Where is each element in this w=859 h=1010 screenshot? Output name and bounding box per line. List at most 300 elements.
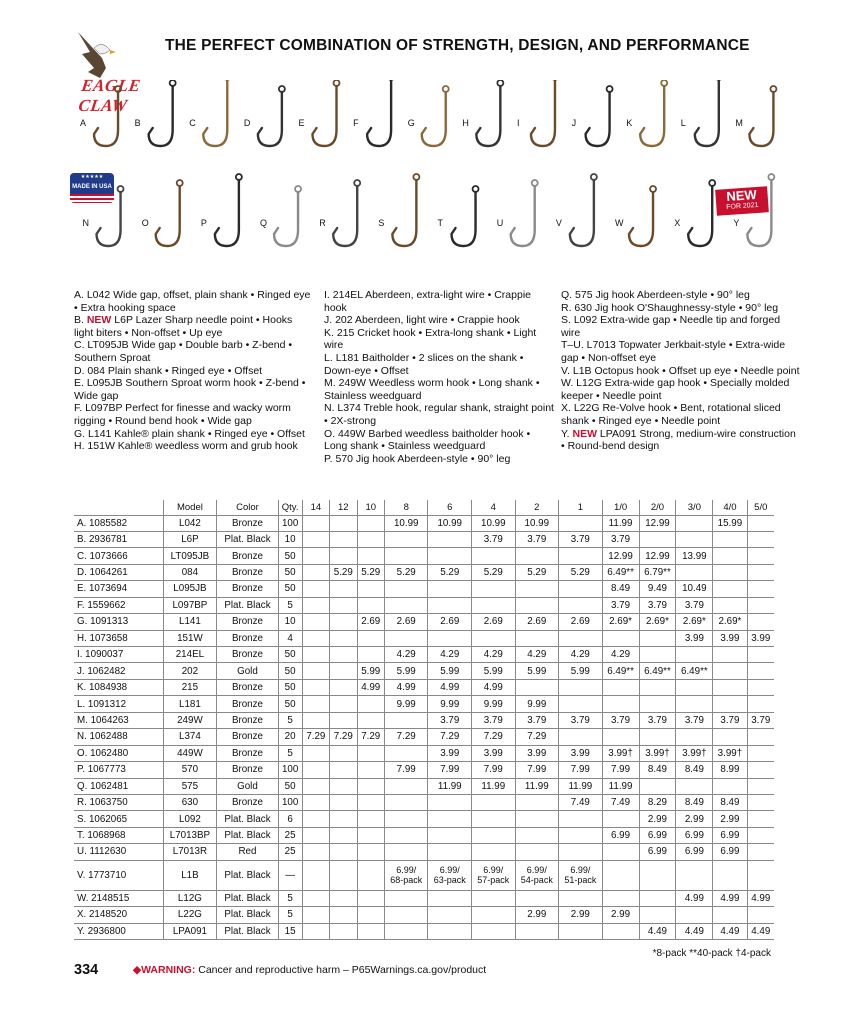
table-cell: 25 [278, 844, 302, 860]
table-cell [357, 923, 384, 939]
table-cell: Plat. Black [217, 597, 278, 613]
item-number-cell: D. 1064261 [74, 564, 163, 580]
description-text: 214EL Aberdeen, extra-light wire • Crappie hook [324, 289, 531, 314]
table-cell: L181 [163, 696, 217, 712]
description-text: L12G Extra-wide gap hook • Specially molded keeper • Needle point [561, 377, 790, 402]
table-cell: 10.99 [515, 515, 559, 531]
table-cell: 3.79 [602, 531, 639, 547]
table-cell: 11.99 [428, 778, 472, 794]
table-cell: 3.79 [472, 531, 516, 547]
table-cell: 5.99 [515, 663, 559, 679]
table-cell: Gold [217, 778, 278, 794]
table-cell [515, 581, 559, 597]
table-cell: L374 [163, 729, 217, 745]
table-cell [428, 827, 472, 843]
table-cell: 3.79 [515, 712, 559, 728]
column-header: 12 [330, 500, 357, 515]
description-prefix: M. [324, 377, 339, 390]
hook-letter-o: O [141, 218, 149, 228]
table-cell [357, 630, 384, 646]
table-cell: 2.69* [713, 614, 747, 630]
table-cell: 7.29 [515, 729, 559, 745]
table-cell: 2.99 [639, 811, 676, 827]
table-cell: 4 [278, 630, 302, 646]
table-cell [639, 679, 676, 695]
table-cell: 4.29 [472, 647, 516, 663]
description-prefix: N. [324, 402, 338, 415]
description-item [561, 402, 801, 427]
table-cell [330, 531, 357, 547]
hooks-row-1 [80, 80, 776, 146]
item-number-cell: K. 1084938 [74, 679, 163, 695]
description-item [324, 377, 556, 402]
table-cell: 6.49** [639, 663, 676, 679]
table-cell: 4.99 [713, 890, 747, 906]
table-cell [428, 811, 472, 827]
table-cell: 5.29 [472, 564, 516, 580]
table-cell: 8.99 [713, 762, 747, 778]
hook-v-icon [570, 180, 594, 246]
description-prefix: B. [74, 314, 87, 327]
hook-letter-y: Y [733, 218, 740, 228]
hook-i-icon [531, 80, 555, 146]
table-cell: 10 [278, 531, 302, 547]
table-row [74, 679, 774, 695]
table-cell [747, 811, 774, 827]
table-cell [428, 548, 472, 564]
table-cell: 2.69* [602, 614, 639, 630]
item-number-cell: U. 1112630 [74, 844, 163, 860]
table-cell [713, 778, 747, 794]
column-header: 4 [472, 500, 516, 515]
hook-letter-k: K [626, 118, 633, 128]
table-cell [330, 548, 357, 564]
table-cell [357, 581, 384, 597]
table-cell: Bronze [217, 581, 278, 597]
table-cell: 7.99 [428, 762, 472, 778]
table-cell [747, 778, 774, 794]
description-item [561, 377, 801, 402]
hook-letter-v: V [555, 218, 562, 228]
table-cell: 6.99/ 57-pack [472, 860, 516, 890]
table-cell: 5.99 [428, 663, 472, 679]
table-cell: 6.99 [602, 827, 639, 843]
table-cell [602, 844, 639, 860]
table-cell: Bronze [217, 696, 278, 712]
brand-name: EAGLE CLAW [77, 76, 142, 115]
hook-letter-b: B [134, 118, 141, 128]
made-in-usa-label: MADE IN USA [70, 181, 114, 194]
table-cell: L1B [163, 860, 217, 890]
column-header: 14 [302, 500, 329, 515]
table-cell [384, 548, 428, 564]
description-text: 570 Jig hook Aberdeen-style • 90° leg [335, 452, 511, 465]
description-item [324, 402, 556, 427]
table-cell: 8.49 [639, 762, 676, 778]
table-cell: 2.69 [559, 614, 603, 630]
table-cell [472, 907, 516, 923]
table-cell [676, 907, 713, 923]
table-cell: 5.29 [357, 564, 384, 580]
table-cell: 8.49 [602, 581, 639, 597]
hook-letter-j: J [571, 118, 577, 128]
table-cell [302, 548, 329, 564]
table-cell [559, 679, 603, 695]
table-cell [559, 581, 603, 597]
table-cell [357, 531, 384, 547]
description-prefix: V. [561, 364, 573, 377]
description-prefix: J. [324, 314, 336, 327]
table-cell [639, 647, 676, 663]
table-cell [559, 515, 603, 531]
item-number-cell: S. 1062065 [74, 811, 163, 827]
hook-x-icon [688, 186, 712, 246]
table-cell [515, 630, 559, 646]
table-cell: 3.99 [559, 745, 603, 761]
table-cell: 5.99 [357, 663, 384, 679]
table-cell [559, 890, 603, 906]
table-cell: 9.99 [472, 696, 516, 712]
table-cell: 6.99 [713, 827, 747, 843]
table-cell: 7.99 [559, 762, 603, 778]
description-item [561, 339, 801, 364]
table-cell [747, 844, 774, 860]
table-cell: 8.49 [713, 794, 747, 810]
table-cell: 3.79 [559, 712, 603, 728]
table-cell: 4.29 [515, 647, 559, 663]
description-prefix: A. [74, 289, 87, 301]
hook-r-icon [333, 186, 357, 246]
table-cell [639, 630, 676, 646]
table-cell: Bronze [217, 630, 278, 646]
table-cell: 215 [163, 679, 217, 695]
hook-w-icon [629, 192, 653, 246]
hook-eye-y [768, 174, 774, 180]
table-cell: 11.99 [515, 778, 559, 794]
table-cell [559, 729, 603, 745]
table-cell [357, 515, 384, 531]
description-text: L1B Octopus hook • Offset up eye • Needle point [572, 364, 800, 377]
table-cell: 6.99 [639, 827, 676, 843]
table-cell [472, 794, 516, 810]
table-cell [747, 762, 774, 778]
table-cell [384, 581, 428, 597]
table-cell: 3.99 [472, 745, 516, 761]
table-cell: 2.99 [676, 811, 713, 827]
table-cell [428, 794, 472, 810]
column-header: 8 [384, 500, 428, 515]
hook-letter-p: P [200, 218, 207, 228]
description-item [74, 365, 314, 378]
column-header: Model [163, 500, 217, 515]
hook-letter-g: G [407, 118, 415, 128]
table-cell [302, 794, 329, 810]
table-cell [302, 712, 329, 728]
table-cell: Bronze [217, 712, 278, 728]
table-cell [384, 778, 428, 794]
description-item [324, 453, 556, 466]
table-cell [428, 844, 472, 860]
table-cell [515, 597, 559, 613]
table-cell: 4.99 [747, 890, 774, 906]
table-cell: 5.99 [384, 663, 428, 679]
table-cell: L092 [163, 811, 217, 827]
hook-j-icon [586, 92, 610, 146]
table-cell: 3.79 [639, 712, 676, 728]
table-cell: 6.99/ 54-pack [515, 860, 559, 890]
table-cell [747, 515, 774, 531]
description-text: 575 Jig hook Aberdeen-style • 90° leg [575, 289, 750, 301]
table-cell [302, 679, 329, 695]
table-cell [747, 729, 774, 745]
table-cell [428, 531, 472, 547]
description-text: 202 Aberdeen, light wire • Crappie hook [335, 314, 520, 327]
item-number-cell: A. 1085582 [74, 515, 163, 531]
hook-eye-t [473, 186, 479, 192]
table-cell: 7.29 [302, 729, 329, 745]
description-prefix: S. [561, 314, 574, 327]
table-cell: 6.99/ 51-pack [559, 860, 603, 890]
description-column-1 [74, 289, 314, 453]
table-cell: 9.99 [384, 696, 428, 712]
description-prefix: T–U. [561, 339, 587, 352]
table-cell [302, 614, 329, 630]
description-item [74, 339, 314, 364]
hook-b-icon [149, 86, 173, 146]
hook-eye-s [413, 174, 419, 180]
table-cell [472, 890, 516, 906]
hook-letter-n: N [82, 218, 90, 228]
table-row [74, 548, 774, 564]
table-cell [713, 581, 747, 597]
hook-eye-p [236, 174, 242, 180]
table-cell: 7.29 [384, 729, 428, 745]
table-cell: 6.99 [713, 844, 747, 860]
column-header: 10 [357, 500, 384, 515]
description-item [561, 302, 801, 315]
table-cell [330, 778, 357, 794]
description-item [561, 289, 801, 302]
table-cell: Bronze [217, 745, 278, 761]
table-cell [602, 811, 639, 827]
table-row [74, 597, 774, 613]
table-cell: 8.49 [676, 762, 713, 778]
table-cell [676, 679, 713, 695]
table-cell [713, 531, 747, 547]
hook-c-icon [203, 80, 227, 146]
table-cell: 4.29 [559, 647, 603, 663]
table-cell: 5.29 [330, 564, 357, 580]
table-cell: L22G [163, 907, 217, 923]
table-cell [472, 923, 516, 939]
hook-f-icon [367, 80, 391, 146]
table-cell [602, 630, 639, 646]
table-cell [357, 762, 384, 778]
table-cell [747, 581, 774, 597]
table-cell [330, 745, 357, 761]
description-prefix: P. [324, 452, 336, 465]
hook-letter-l: L [680, 118, 686, 128]
table-cell [515, 827, 559, 843]
table-cell: 15.99 [713, 515, 747, 531]
table-cell: 4.99 [357, 679, 384, 695]
table-cell: 100 [278, 515, 302, 531]
hook-t-icon [452, 192, 476, 246]
table-cell: 20 [278, 729, 302, 745]
item-number-cell: R. 1063750 [74, 794, 163, 810]
table-cell [639, 890, 676, 906]
table-cell [357, 778, 384, 794]
table-cell: 3.99 [676, 630, 713, 646]
description-text: LT095JB Wide gap • Double barb • Z-bend • Southern Sproat [74, 339, 293, 364]
table-cell: 4.49 [676, 923, 713, 939]
table-cell [676, 778, 713, 794]
table-cell: 4.29 [602, 647, 639, 663]
item-number-cell: E. 1073694 [74, 581, 163, 597]
table-cell [302, 564, 329, 580]
hook-letter-e: E [298, 118, 305, 128]
description-text: L374 Treble hook, regular shank, straight point • 2X-strong [324, 402, 554, 427]
table-cell [357, 844, 384, 860]
table-cell: 151W [163, 630, 217, 646]
table-cell: L141 [163, 614, 217, 630]
item-number-cell: F. 1559662 [74, 597, 163, 613]
table-cell: 10.99 [384, 515, 428, 531]
table-cell: 8.29 [639, 794, 676, 810]
table-row [74, 745, 774, 761]
item-number-cell: P. 1067773 [74, 762, 163, 778]
table-cell [302, 778, 329, 794]
table-cell: 8.49 [676, 794, 713, 810]
table-cell [472, 630, 516, 646]
table-cell: 3.99† [713, 745, 747, 761]
description-item [74, 314, 314, 339]
table-cell [357, 907, 384, 923]
hook-a-icon [94, 92, 118, 146]
table-cell [559, 923, 603, 939]
table-cell: 2.99 [602, 907, 639, 923]
table-cell [559, 696, 603, 712]
table-cell [357, 827, 384, 843]
table-cell: Plat. Black [217, 860, 278, 890]
hook-letter-h: H [462, 118, 469, 128]
table-cell: LT095JB [163, 548, 217, 564]
table-cell: Plat. Black [217, 531, 278, 547]
table-cell: 50 [278, 696, 302, 712]
hook-letter-r: R [319, 218, 326, 228]
table-cell: 5.29 [428, 564, 472, 580]
table-cell: Bronze [217, 548, 278, 564]
table-cell: 7.29 [428, 729, 472, 745]
table-cell [602, 679, 639, 695]
table-cell: L042 [163, 515, 217, 531]
description-text: L181 Baitholder • 2 slices on the shank • Down-eye • Offset [324, 351, 524, 377]
hook-eye-q [295, 186, 301, 192]
table-cell: 3.79 [559, 531, 603, 547]
table-row [74, 515, 774, 531]
table-cell: 7.49 [602, 794, 639, 810]
table-cell: 25 [278, 827, 302, 843]
table-cell: 3.79 [676, 712, 713, 728]
table-cell [384, 827, 428, 843]
table-cell: 3.99 [747, 630, 774, 646]
table-cell: Gold [217, 663, 278, 679]
hook-m-icon [749, 92, 773, 146]
hooks-illustration [0, 80, 859, 280]
table-cell [330, 614, 357, 630]
description-text: L22G Re-Volve hook • Bent, rotational sliced shank • Ringed eye • Needle point [561, 402, 781, 427]
table-cell: 2.69 [357, 614, 384, 630]
table-cell [384, 923, 428, 939]
table-cell: 7.99 [472, 762, 516, 778]
table-cell [559, 811, 603, 827]
new-label: NEW [725, 186, 758, 205]
table-cell [330, 762, 357, 778]
hook-letter-t: T [437, 218, 444, 228]
table-row [74, 647, 774, 663]
hook-d-icon [258, 92, 282, 146]
table-cell: Plat. Black [217, 907, 278, 923]
table-cell: 3.79 [428, 712, 472, 728]
description-text: 084 Plain shank • Ringed eye • Offset [87, 364, 263, 377]
table-cell: 5 [278, 597, 302, 613]
description-prefix: F. [74, 402, 86, 415]
hook-g-icon [422, 92, 446, 146]
table-cell: Bronze [217, 729, 278, 745]
table-cell [302, 811, 329, 827]
table-cell [515, 811, 559, 827]
table-cell: 5 [278, 745, 302, 761]
description-item [561, 314, 801, 339]
column-header: Color [217, 500, 278, 515]
table-cell [713, 696, 747, 712]
table-cell: 7.99 [384, 762, 428, 778]
table-cell [515, 890, 559, 906]
table-cell [302, 630, 329, 646]
table-cell [302, 647, 329, 663]
description-item [74, 289, 314, 314]
table-cell [602, 890, 639, 906]
table-cell: 3.79 [602, 597, 639, 613]
table-cell: 2.69 [515, 614, 559, 630]
table-cell [472, 811, 516, 827]
table-cell: Bronze [217, 564, 278, 580]
description-prefix: R. [561, 301, 575, 314]
table-cell: 12.99 [639, 515, 676, 531]
table-cell [302, 860, 329, 890]
table-cell [747, 597, 774, 613]
table-cell: 3.79 [602, 712, 639, 728]
item-number-cell: C. 1073666 [74, 548, 163, 564]
description-text: 449W Barbed weedless baitholder hook • Long shank • Stainless weedguard [324, 427, 531, 453]
table-cell: 6.99 [676, 827, 713, 843]
table-cell [302, 581, 329, 597]
table-cell: 2.99 [515, 907, 559, 923]
footnote: *8-pack **40-pack †4-pack [652, 948, 771, 959]
table-cell: 10.49 [676, 581, 713, 597]
table-cell [602, 696, 639, 712]
table-cell: L7013BP [163, 827, 217, 843]
table-row [74, 729, 774, 745]
table-cell [747, 907, 774, 923]
hook-eye-r [354, 180, 360, 186]
table-cell [676, 696, 713, 712]
table-cell [384, 531, 428, 547]
table-cell [357, 712, 384, 728]
table-cell: 214EL [163, 647, 217, 663]
table-cell [676, 564, 713, 580]
table-cell: 9.99 [515, 696, 559, 712]
